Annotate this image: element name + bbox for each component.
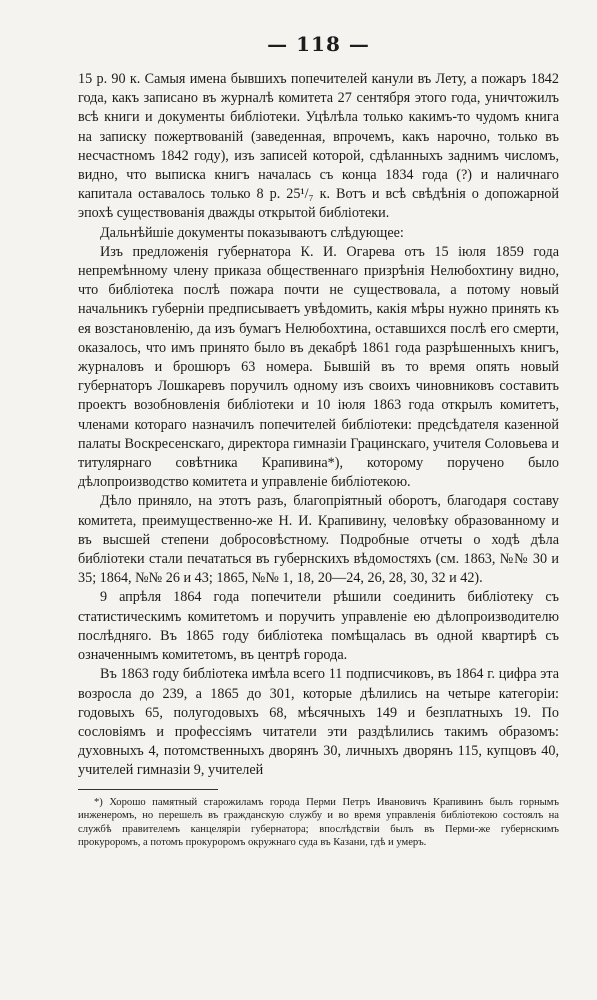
footnote: *) Хорошо памятный старожиламъ города Перми Петръ Ивановичъ Крапивинъ былъ горнымъ инженеромъ, но перешелъ въ гражданскую службу и во время управленія библіотекою состоялъ на службѣ правителемъ канцеляріи губернатора; впослѣдствіи былъ въ Перми-же губернскимъ прокуроромъ, а потомъ прокуроромъ окружнаго суда въ Казани, гдѣ и умеръ. xyxy=(78,796,559,849)
page-number: — 118 — xyxy=(267,32,370,56)
paragraph-1: 15 р. 90 к. Самыя имена бывшихъ попечителей канули въ Лету, а пожаръ 1842 года, какъ записано въ журналѣ комитета 27 сентября этого года, уничтожилъ всѣ книги и документы библіотеки. Уцѣлѣла только какимъ-то чудомъ книга на записку пожертвованій (заведенная, впрочемъ, какъ нарочно, только въ несчастномъ 1842 году), изъ записей которой, сдѣланныхъ заднимъ числомъ, видно, что выписка книгъ началась съ конца 1834 года (?) и наличнаго капитала оставалось только 8 р. 25¹/₇ к. Вотъ и всѣ свѣдѣнія о допожарной эпохѣ существованія дважды открытой библіотеки. xyxy=(78,71,559,222)
footnote-divider xyxy=(78,789,218,790)
paragraph-2: Дальнѣйшіе документы показываютъ слѣдующее: xyxy=(100,224,404,241)
paragraph-3: Изъ предложенія губернатора К. И. Огарева отъ 15 іюля 1859 года непремѣнному члену приказа общественнаго призрѣнія Нелюбохтину видно, что библіотека послѣ пожара почти не существовала, а потому новый начальникъ губерніи предписываетъ увѣдомить, какія мѣры нужно принять къ ея возстановленію, да изъ бумагъ Нелюбохтина, оставшихся послѣ его смерти, оказалось, что имъ принято было въ декабрѣ 1861 года разрѣшенныхъ книгъ, журналовъ и брошюръ 63 номера. Бывшій въ то время опять новый губернаторъ Лошкаревъ поручилъ одному изъ своихъ чиновниковъ составить проектъ возобновленія библіотеки и 10 іюля 1863 года открылъ комитетъ, членами котораго назначилъ попечителей библіотеки: предсѣдателя казенной палаты Воскресенскаго, директора гимназіи Грацинскаго, учителя Соловьева и титулярнаго совѣтника Крапивина*), которому поручено было дѣлопроизводство комитета и управленіе библіотекою. xyxy=(78,243,559,491)
paragraph-6: Въ 1863 году библіотека имѣла всего 11 подписчиковъ, въ 1864 г. цифра эта возросла до 239, а 1865 до 301, которые дѣлились на четыре категоріи: годовыхъ 65, полугодовыхъ 68, мѣсячныхъ 149 и безплатныхъ 19. По сословіямъ и профессіямъ читатели эти раздѣлились такимъ образомъ: духовныхъ 4, потомственныхъ дворянъ 30, личныхъ дворянъ 115, купцовъ 40, учителей гимназіи 9, учителей xyxy=(78,666,559,779)
paragraph-4: Дѣло приняло, на этотъ разъ, благопріятный оборотъ, благодаря составу комитета, преимущественно-же Н. И. Крапивину, человѣку образованному и въ высшей степени добросовѣстному. Подробные отчеты о ходѣ дѣла библіотеки стали печататься въ губернскихъ вѣдомостяхъ (см. 1863, №№ 30 и 35; 1864, №№ 26 и 43; 1865, №№ 1, 18, 20—24, 26, 28, 30, 32 и 42). xyxy=(78,493,559,587)
paragraph-5: 9 апрѣля 1864 года попечители рѣшили соединить библіотеку съ статистическимъ комитетомъ и поручить управленіе ею дѣлопроизводителю послѣдняго. Въ 1865 году библіотека помѣщалась въ одной квартирѣ съ означеннымъ комитетомъ, въ центрѣ города. xyxy=(78,589,559,664)
body-text xyxy=(78,70,559,781)
